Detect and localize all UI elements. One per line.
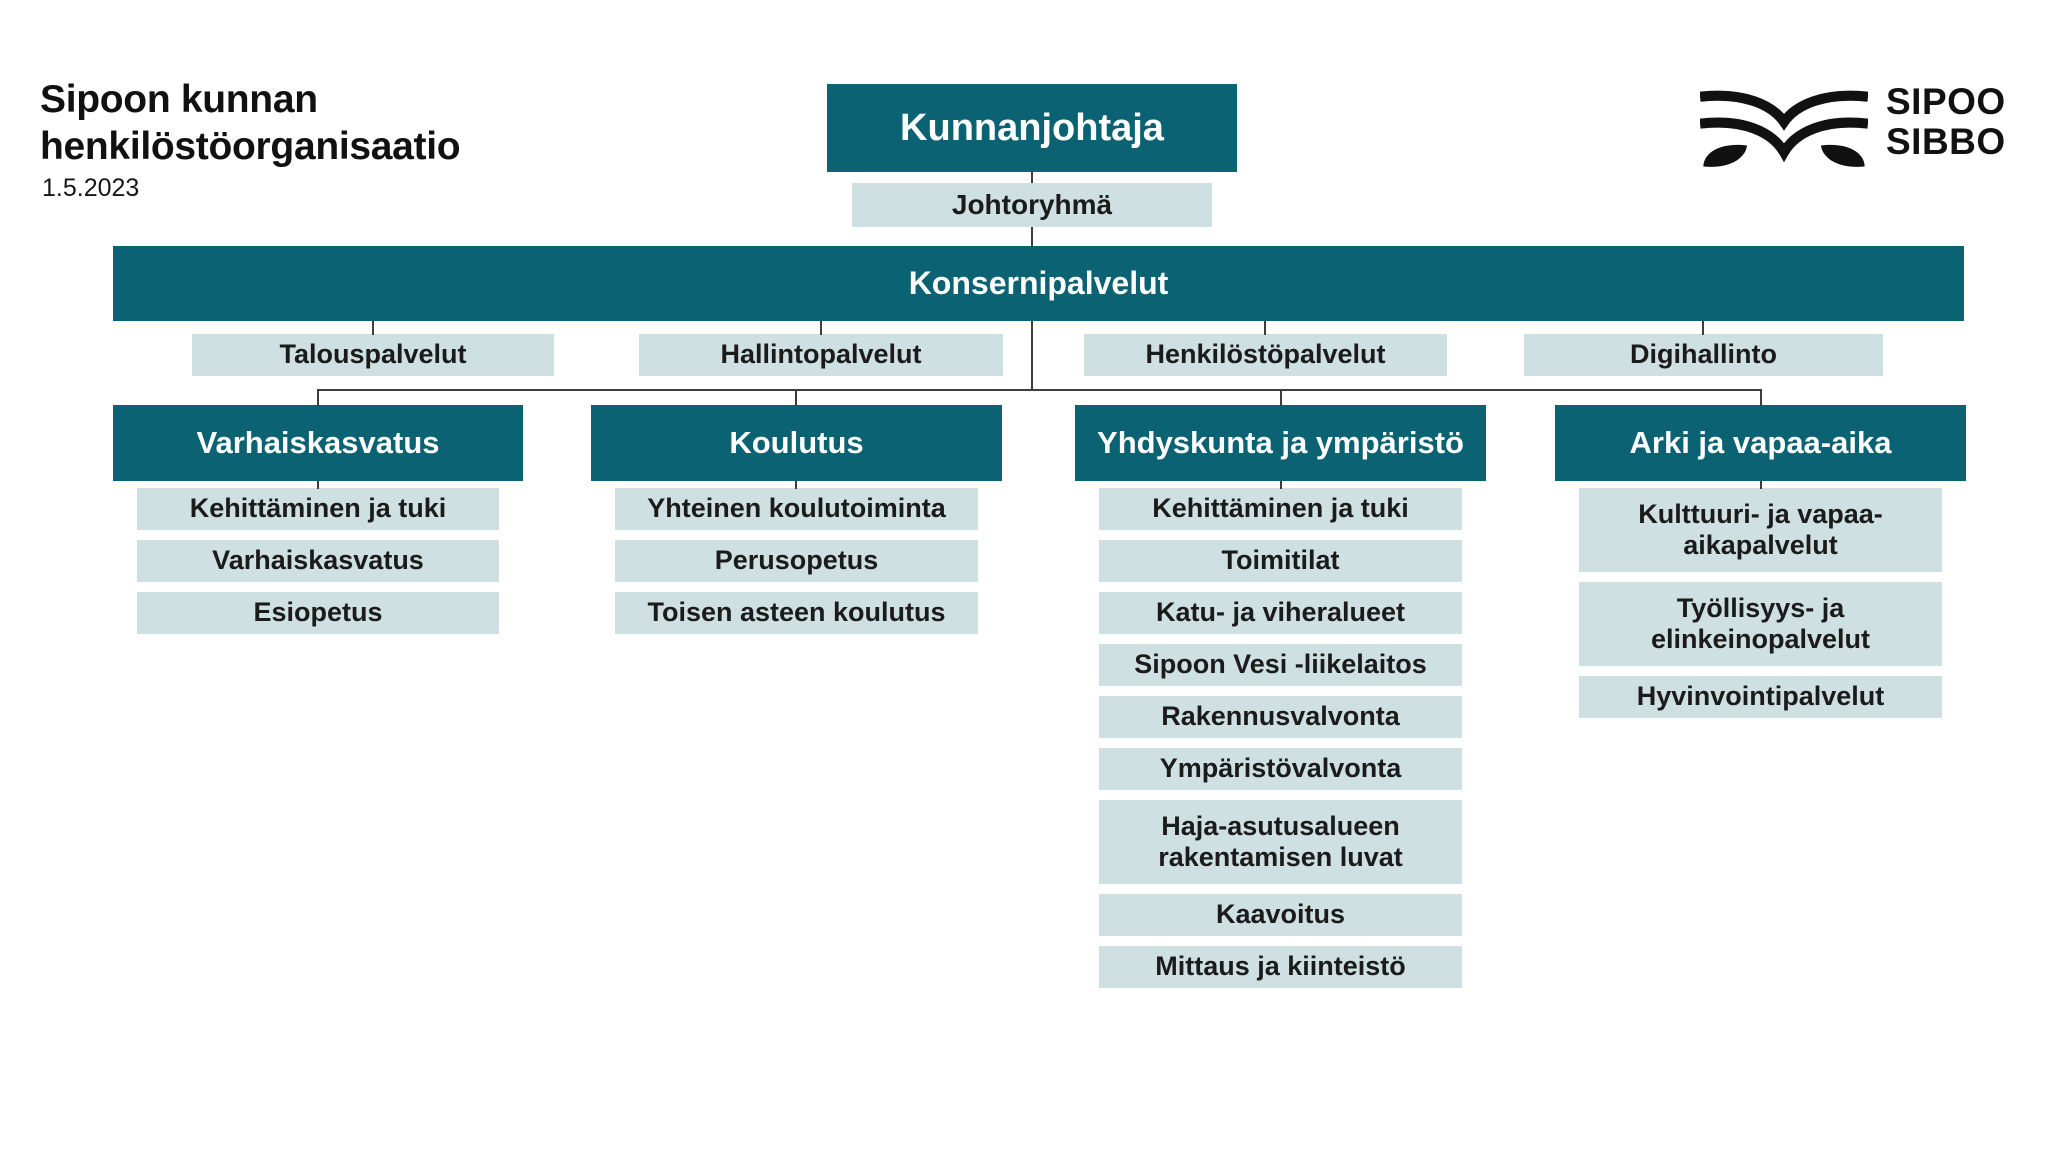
unit-box: Kulttuuri- ja vapaa-aikapalvelut <box>1579 488 1942 572</box>
unit-box: Yhteinen koulutoiminta <box>615 488 978 530</box>
unit-box-hallintopalvelut: Hallintopalvelut <box>639 334 1003 376</box>
chart-date: 1.5.2023 <box>42 174 140 202</box>
division-header-varhaiskasvatus: Varhaiskasvatus <box>113 405 523 481</box>
connector-stub <box>1280 391 1282 406</box>
unit-box: Kaavoitus <box>1099 894 1462 936</box>
unit-box: Katu- ja viheralueet <box>1099 592 1462 634</box>
logo-wordmark-fi: SIPOO <box>1886 81 2006 122</box>
unit-box: Sipoon Vesi -liikelaitos <box>1099 644 1462 686</box>
unit-box: Varhaiskasvatus <box>137 540 499 582</box>
logo-wordmark <box>1886 82 2006 162</box>
unit-box: Perusopetus <box>615 540 978 582</box>
sipoo-logo <box>1700 82 2006 169</box>
chart-title-line2: henkilöstöorganisaatio <box>40 125 461 168</box>
unit-box: Haja-asutusalueen rakentamisen luvat <box>1099 800 1462 884</box>
unit-box-digihallinto: Digihallinto <box>1524 334 1883 376</box>
connector-stub <box>795 481 797 489</box>
connector-konsernipalvelut-divisions <box>1031 321 1033 391</box>
connector-stub <box>1264 321 1266 335</box>
connector-stub <box>317 481 319 489</box>
division-header-arki: Arki ja vapaa-aika <box>1555 405 1966 481</box>
division-header-yhdyskunta: Yhdyskunta ja ympäristö <box>1075 405 1486 481</box>
division-header-koulutus: Koulutus <box>591 405 1002 481</box>
connector-stub <box>372 321 374 335</box>
chart-title <box>40 76 460 170</box>
logo-wordmark-sv: SIBBO <box>1886 121 2006 162</box>
connector-stub <box>1760 481 1762 489</box>
box-kunnanjohtaja: Kunnanjohtaja <box>827 84 1237 172</box>
bar-konsernipalvelut: Konsernipalvelut <box>113 246 1964 321</box>
connector-stub <box>820 321 822 335</box>
connector-stub <box>1280 481 1282 489</box>
connector-johtoryhma-konsernipalvelut <box>1031 227 1033 246</box>
unit-box: Toimitilat <box>1099 540 1462 582</box>
unit-box: Toisen asteen koulutus <box>615 592 978 634</box>
chart-title-line1: Sipoon kunnan <box>40 78 318 121</box>
unit-box: Esiopetus <box>137 592 499 634</box>
connector-stub <box>1760 391 1762 406</box>
unit-box: Mittaus ja kiinteistö <box>1099 946 1462 988</box>
unit-box: Rakennusvalvonta <box>1099 696 1462 738</box>
unit-box: Kehittäminen ja tuki <box>1099 488 1462 530</box>
unit-box: Kehittäminen ja tuki <box>137 488 499 530</box>
unit-box: Ympäristövalvonta <box>1099 748 1462 790</box>
unit-box-talouspalvelut: Talouspalvelut <box>192 334 554 376</box>
connector-stub <box>317 391 319 406</box>
unit-box: Hyvinvointipalvelut <box>1579 676 1942 718</box>
unit-box: Työllisyys- ja elinkeinopalvelut <box>1579 582 1942 666</box>
connector-divisions-horizontal <box>317 389 1762 391</box>
sipoo-wings-logo-icon <box>1700 85 1868 169</box>
connector-stub <box>795 391 797 406</box>
unit-box-henkilostopalvelut: Henkilöstöpalvelut <box>1084 334 1447 376</box>
connector-kunnanjohtaja-johtoryhma <box>1031 172 1033 183</box>
box-johtoryhma: Johtoryhmä <box>852 183 1212 227</box>
connector-stub <box>1702 321 1704 335</box>
